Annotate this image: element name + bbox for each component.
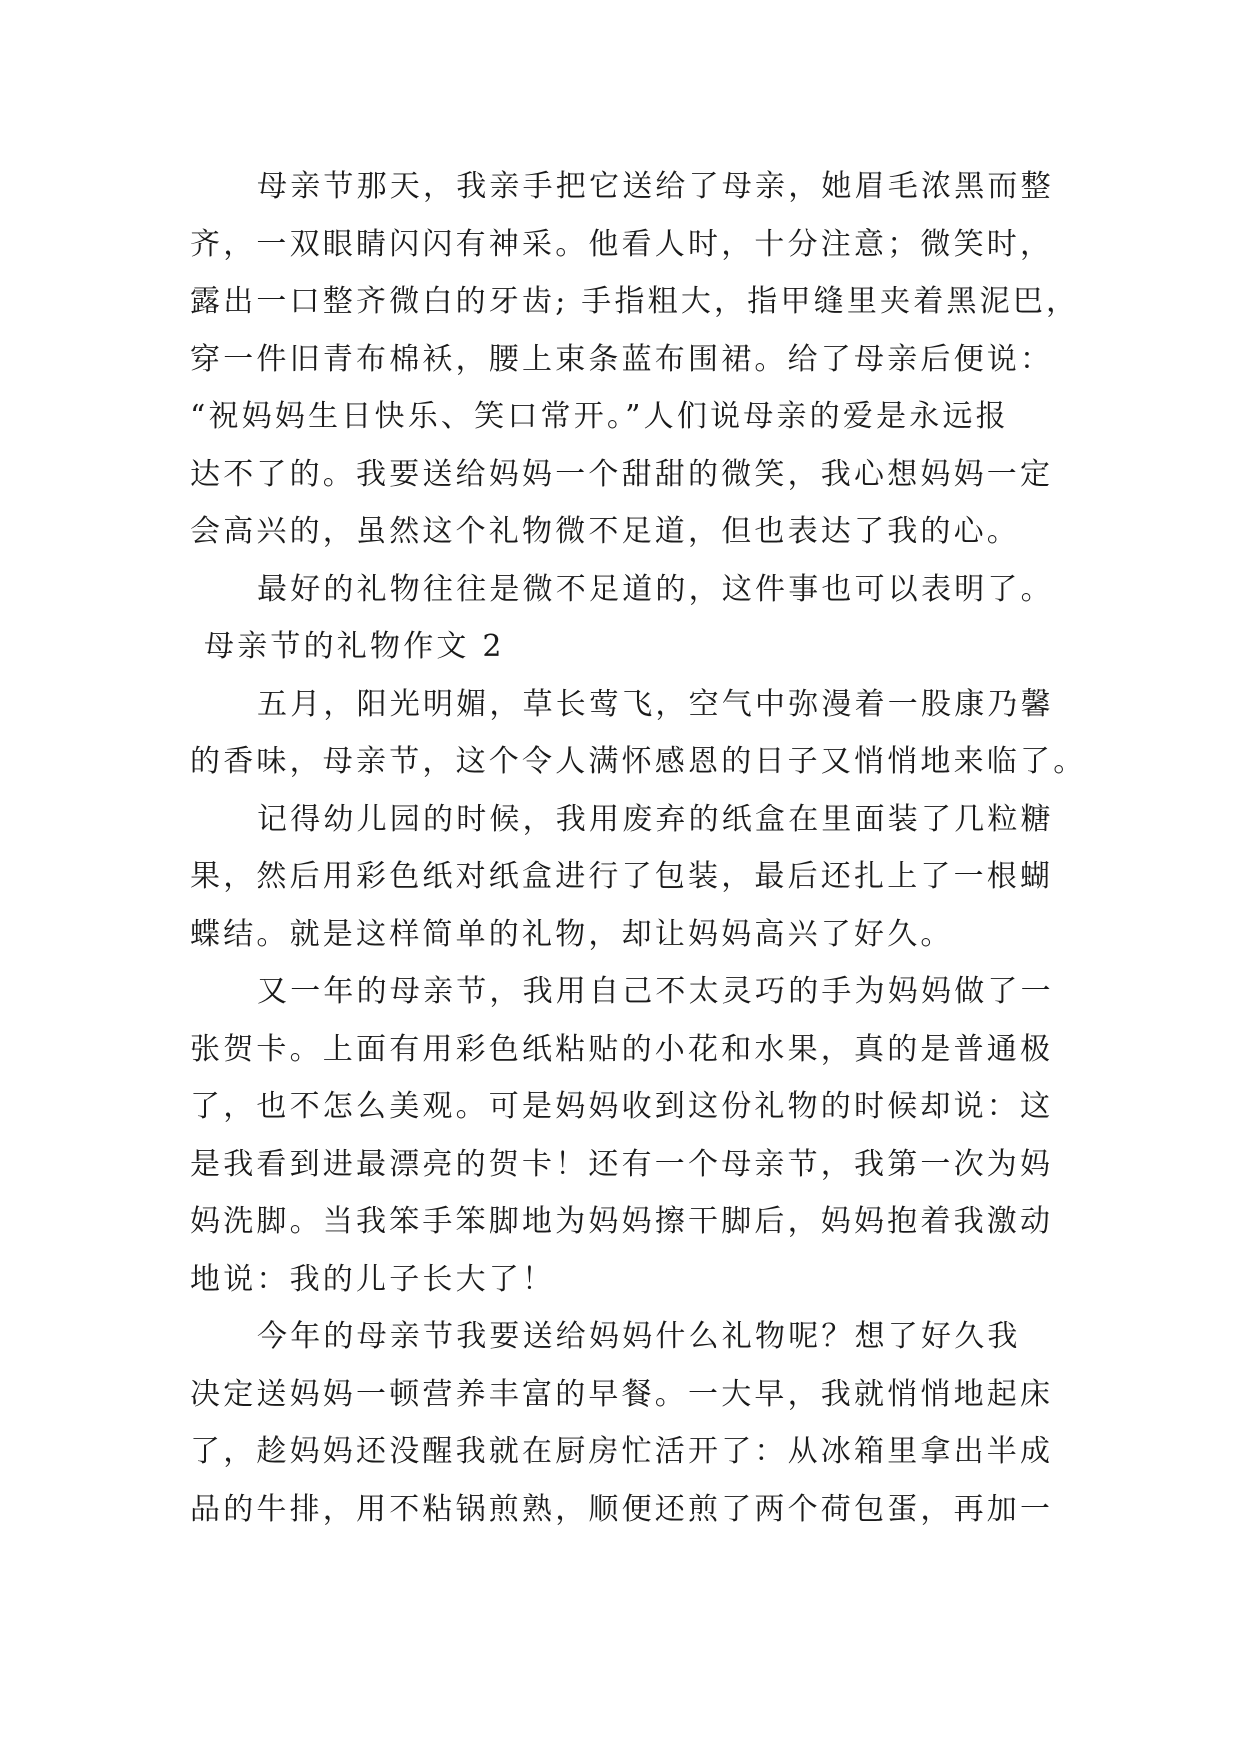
paragraph-line: 最好的礼物往往是微不足道的，这件事也可以表明了。 bbox=[257, 571, 1054, 607]
paragraph-line: “祝妈妈生日快乐、笑口常开。”人们说母亲的爱是永远报 bbox=[190, 399, 1009, 434]
paragraph-line: 又一年的母亲节，我用自己不太灵巧的手为妈妈做了一 bbox=[257, 974, 1054, 1009]
paragraph-line: 达不了的。我要送给妈妈一个甜甜的微笑，我心想妈妈一定 bbox=[190, 456, 1054, 492]
document-body bbox=[190, 158, 1087, 1538]
paragraph-line: 五月，阳光明媚，草长莺飞，空气中弥漫着一股康乃馨 bbox=[257, 686, 1054, 722]
paragraph-line: 了，趁妈妈还没醒我就在厨房忙活开了：从冰箱里拿出半成 bbox=[190, 1434, 1054, 1469]
paragraph-line: 地说：我的儿子长大了！ bbox=[190, 1261, 556, 1297]
paragraph-line: 蝶结。就是这样简单的礼物，却让妈妈高兴了好久。 bbox=[190, 916, 954, 952]
paragraph-line: 张贺卡。上面有用彩色纸粘贴的小花和水果，真的是普通极 bbox=[190, 1031, 1054, 1067]
paragraph-line: 会高兴的，虽然这个礼物微不足道，但也表达了我的心。 bbox=[190, 514, 1020, 549]
paragraph-line: 的香味，母亲节，这个令人满怀感恩的日子又悄悄地来临了。 bbox=[190, 744, 1087, 779]
paragraph-line: 决定送妈妈一顿营养丰富的早餐。一大早，我就悄悄地起床 bbox=[190, 1376, 1054, 1412]
paragraph-line: 齐，一双眼睛闪闪有神采。他看人时，十分注意；微笑时， bbox=[190, 226, 1054, 262]
paragraph-line: 穿一件旧青布棉袄，腰上束条蓝布围裙。给了母亲后便说： bbox=[190, 341, 1054, 377]
paragraph-line: 妈洗脚。当我笨手笨脚地为妈妈擦干脚后，妈妈抱着我激动 bbox=[190, 1204, 1054, 1239]
paragraph-line: 果，然后用彩色纸对纸盒进行了包装，最后还扎上了一根蝴 bbox=[190, 859, 1054, 894]
paragraph-line: 今年的母亲节我要送给妈妈什么礼物呢？想了好久我 bbox=[257, 1319, 1021, 1354]
paragraph-line: 露出一口整齐微白的牙齿; 手指粗大，指甲缝里夹着黑泥巴， bbox=[190, 284, 1080, 319]
section-title: 母亲节的礼物作文 2 bbox=[204, 629, 505, 664]
paragraph-line: 记得幼儿园的时候，我用废弃的纸盒在里面装了几粒糖 bbox=[257, 801, 1054, 837]
paragraph-line: 品的牛排，用不粘锅煎熟，顺便还煎了两个荷包蛋，再加一 bbox=[190, 1491, 1054, 1527]
paragraph-line: 了，也不怎么美观。可是妈妈收到这份礼物的时候却说：这 bbox=[190, 1089, 1054, 1124]
paragraph-line: 是我看到进最漂亮的贺卡！还有一个母亲节，我第一次为妈 bbox=[190, 1146, 1054, 1182]
paragraph-line: 母亲节那天，我亲手把它送给了母亲，她眉毛浓黑而整 bbox=[257, 169, 1054, 204]
